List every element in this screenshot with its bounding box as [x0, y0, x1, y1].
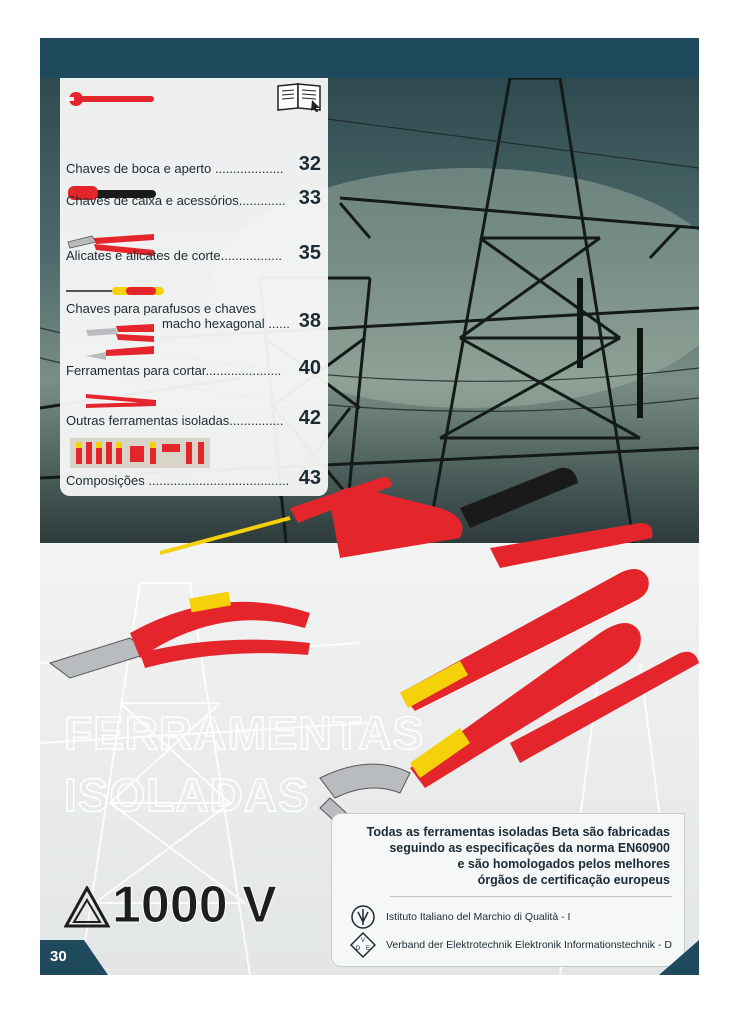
tweezers-image [86, 388, 158, 410]
toc-item-page: 40 [298, 357, 321, 379]
info-line-1: Todas as ferramentas isoladas Beta são fabricadas [366, 825, 670, 839]
toc-item-label: Outras ferramentas isoladas............... [66, 413, 284, 428]
page-number: 30 [50, 948, 67, 965]
info-line-4: órgãos de certificação europeus [477, 873, 670, 887]
toc-item-label: Chaves de boca e aperto ................... [66, 161, 284, 176]
divider [390, 896, 672, 897]
catalog-book-icon [276, 82, 324, 112]
vde-mark-icon [350, 932, 376, 958]
toc-item-label: Chaves de caixa e acessórios............. [66, 193, 286, 208]
table-of-contents [60, 78, 328, 496]
svg-text:V: V [360, 938, 366, 944]
imq-mark-icon [350, 904, 376, 930]
certification-description [367, 824, 670, 888]
svg-text:E: E [365, 946, 371, 952]
toc-item-label: Composições ....................................... [66, 473, 290, 488]
toc-item-page: 43 [298, 467, 321, 489]
title-line-1: FERRAMENTAS [64, 707, 425, 759]
toc-item-label: Ferramentas para cortar..................... [66, 363, 282, 378]
hex-key-image [86, 322, 156, 344]
cert-vde-text: Verband der Elektrotechnik Elektronik Informationstechnik - D [386, 939, 672, 951]
toc-item-page: 35 [298, 242, 321, 264]
tool-set-image [70, 438, 210, 468]
toc-item-page: 38 [298, 310, 321, 332]
cutting-tool-image [86, 342, 156, 364]
toc-item-label: macho hexagonal ...... [162, 316, 290, 331]
toc-item-label: Alicates e alicates de corte................. [66, 248, 283, 263]
toc-item-page: 33 [298, 187, 321, 209]
corner-triangle [659, 940, 699, 975]
certification-info-box [331, 813, 685, 967]
toc-item-label: Chaves para parafusos e chaves [66, 301, 257, 316]
screwdriver-image [66, 284, 166, 298]
double-triangle-icon [64, 886, 110, 930]
voltage-rating: 1000 V [112, 876, 277, 934]
svg-text:D: D [355, 946, 361, 952]
info-line-3: e são homologados pelos melhores [457, 857, 670, 871]
cert-imq-text: Istituto Italiano del Marchio di Qualità - I [386, 911, 571, 923]
catalog-page [40, 38, 699, 975]
toc-item-page: 32 [298, 153, 321, 175]
page-tab-slant [84, 940, 108, 975]
toc-item-page: 42 [298, 407, 321, 429]
title-line-2: ISOLADAS [64, 769, 310, 821]
open-end-wrench-image [66, 92, 156, 106]
info-line-2: seguindo as especificações da norma EN60900 [389, 841, 670, 855]
page-number-tab [40, 940, 84, 975]
